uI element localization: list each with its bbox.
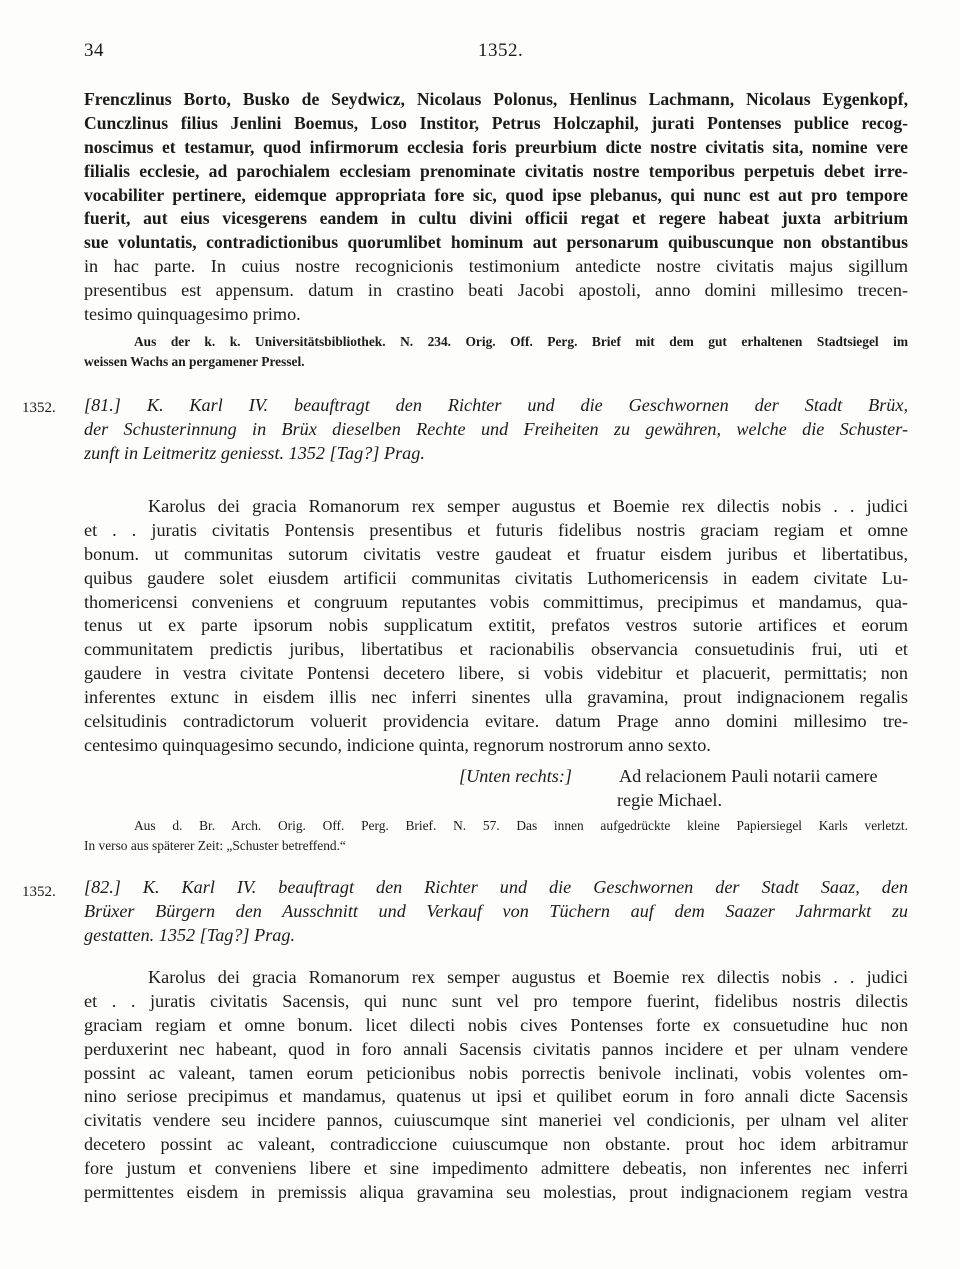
document-body [84, 495, 908, 758]
signature-name: regie Michael. [617, 790, 723, 810]
text-line: et . . juratis civitatis Pontensis presentibus et futuris fidelibus nostris graciam regiam et omne [84, 519, 908, 540]
margin-year: 1352. [22, 884, 56, 900]
text-line: Karolus dei gracia Romanorum rex semper augustus et Boemie rex dilectis nobis . . judici [148, 967, 908, 987]
text-line: fore justum et conveniens libere et sine impedimento admittere debeatis, non inferentes nec inferri [84, 1158, 908, 1179]
note-line: weissen Wachs an pergamener Pressel. [84, 354, 305, 369]
document-body [84, 966, 908, 1205]
heading-line: [82.] K. Karl IV. beauftragt den Richter und die Geschwornen der Stadt Saaz, den [84, 877, 908, 897]
document-heading [84, 876, 908, 948]
note-line: In verso aus späterer Zeit: „Schuster betreffend.“ [84, 838, 346, 853]
text-line: inferentes extunc in eisdem illis nec inferri sinentes ulla gravamina, prout indignacionem regalis [84, 687, 908, 708]
text-line: nino seriose precipimus et mandamus, quatenus ut ipsi et quilibet eorum in foro annali dicte Sacensis [84, 1086, 908, 1107]
signature-text: Ad relacionem Pauli notarii camere [619, 766, 878, 786]
page-number: 34 [84, 40, 104, 61]
note-line: Aus der k. k. Universitätsbibliothek. N. 234. Orig. Off. Perg. Brief mit dem gut erhaltenen Stadtsiegel im [134, 334, 908, 349]
text-line: noscimus et testamur, quod infirmorum ecclesia foris preurbium dicte nostre civitatis sita, nomine vere [84, 136, 908, 157]
heading-line: zunft in Leitmeritz geniesst. 1352 [Tag?] Prag. [84, 442, 425, 463]
heading-line: [81.] K. Karl IV. beauftragt den Richter und die Geschwornen der Stadt Brüx, [84, 395, 908, 415]
text-line: sue voluntatis, contradictionibus quorumlibet hominum aut personarum quibuscunque non obstantibus [84, 232, 908, 253]
text-line: et . . juratis civitatis Sacensis, qui nunc sunt vel pro tempore fuerint, fidelibus nostris dilectis [84, 990, 908, 1011]
text-line: permittentes eisdem in premissis aliqua gravamina seu molestias, prout indignacionem regiam vestra [84, 1182, 908, 1203]
text-line: filialis ecclesie, ad parochialem ecclesiam prenominate civitatis nostre temporibus perpetuis debet irre- [84, 160, 908, 181]
text-line: Frenczlinus Borto, Busko de Seydwicz, Nicolaus Polonus, Henlinus Lachmann, Nicolaus Eygenkopf, [84, 89, 908, 109]
text-line: quibus gaudere solet eiusdem artificii communitas civitatis Luthomericensis in eadem civitate Lu- [84, 567, 908, 588]
text-line: celsitudinis contradictorum voluerit providencia evitare. datum Prage anno domini millesimo tre- [84, 711, 908, 732]
text-line: tenus ut ex parte ipsorum nobis supplicatum extitit, prefatos vestros sutorie artifices et eorum [84, 615, 908, 636]
document-heading [84, 394, 908, 466]
heading-line: der Schusterinnung in Brüx dieselben Rechte und Freiheiten zu gewähren, welche die Schuster- [84, 418, 908, 439]
continuation-text [84, 88, 908, 327]
text-line: civitatis vendere seu incidere pannos, cuiuscumque sint maneriei vel condicionis, per ulnam vel aliter [84, 1110, 908, 1131]
text-line: thomericensi conveniens et congruum reputantes vobis committimus, precipimus et mandamus, qua- [84, 591, 908, 612]
text-line: decetero possint ac valeant, contradiccione cuiuscumque non obstante. prout hoc idem arbitramur [84, 1134, 908, 1155]
text-line: possint ac valeant, tamen eorum peticionibus nobis porrectis benivole inclinati, vobis volentes om- [84, 1062, 908, 1083]
text-line: graciam regiam et omne bonum. licet dilecti nobis cives Pontenses forte ex consuetudine huc non [84, 1014, 908, 1035]
running-header-year: 1352. [478, 40, 524, 61]
text-line: tesimo quinquagesimo primo. [84, 304, 301, 325]
text-line: in hac parte. In cuius nostre recognicionis testimonium antedicte nostre civitatis majus sigillum [84, 256, 908, 277]
text-line: bonum. ut communitas sutorum civitatis vestre gaudeat et fruatur eisdem juribus et libertatibus, [84, 543, 908, 564]
text-line: Cunczlinus filius Jenlini Boemus, Loso Institor, Petrus Holczaphil, jurati Pontenses publice recog- [84, 112, 908, 133]
text-line: centesimo quinquagesimo secundo, indicione quinta, regnorum nostrorum anno sexto. [84, 734, 711, 755]
signature-position-label: [Unten rechts:] [459, 766, 572, 786]
text-line: perduxerint nec habeant, quod in foro annali Sacensis civitatis pannos incidere et per ulnam vendere [84, 1038, 908, 1059]
heading-line: gestatten. 1352 [Tag?] Prag. [84, 924, 296, 945]
text-line: presentibus est appensum. datum in crastino beati Jacobi apostoli, anno domini millesimo trecen- [84, 280, 908, 301]
text-line: gaudere in vestra civitate Pontensi decetero libere, si vobis videbitur et placuerit, permittatis; non [84, 663, 908, 684]
margin-year: 1352. [22, 400, 56, 416]
text-line: Karolus dei gracia Romanorum rex semper augustus et Boemie rex dilectis nobis . . judici [148, 496, 908, 516]
source-note [84, 332, 908, 372]
source-note [84, 816, 908, 856]
text-line: fuerit, aut eius vicesgerens eandem in cultu divini officii regat et regere habeat juxta arbitrium [84, 208, 908, 229]
text-line: vocabiliter pertinere, eidemque appropriata fore sic, quod ipse plebanus, qui nunc est aut pro tempore [84, 184, 908, 205]
note-line: Aus d. Br. Arch. Orig. Off. Perg. Brief. N. 57. Das innen aufgedrückte kleine Papiersiegel Karls verletzt. [134, 818, 908, 833]
text-line: communitatem predictis juribus, libertatibus et racionabilis observancia consuetudinis frui, uti et [84, 639, 908, 660]
heading-line: Brüxer Bürgern den Ausschnitt und Verkauf von Tüchern auf dem Saazer Jahrmarkt zu [84, 900, 908, 921]
